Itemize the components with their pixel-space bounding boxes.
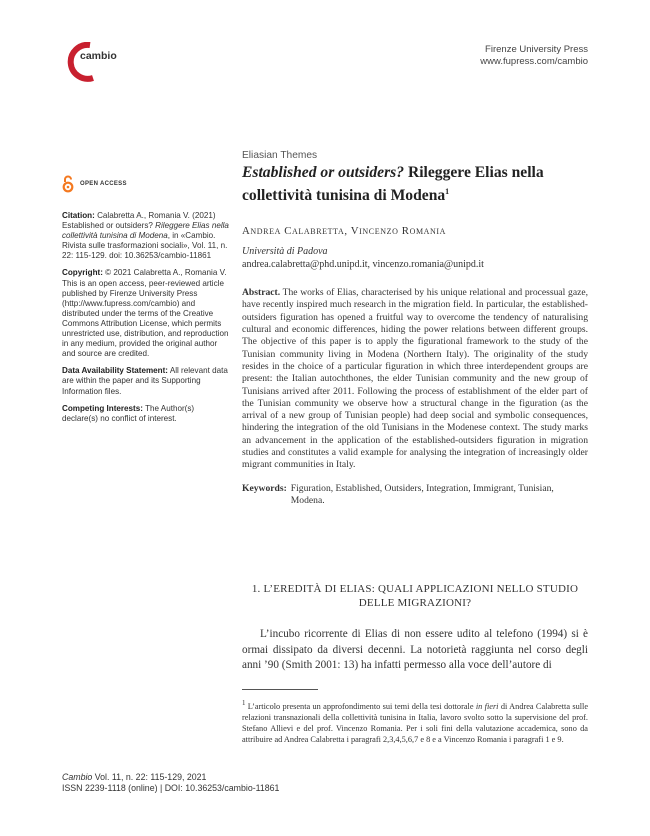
section-heading xyxy=(242,582,588,610)
footnote-text-1: L’articolo presenta un approfondimento sui temi della tesi dottorale xyxy=(247,701,474,711)
title-rest: Rileggere Elias nella collettività tunisina di Modena xyxy=(242,164,544,205)
section-heading-line-2: DELLE MIGRAZIONI? xyxy=(358,597,472,609)
keywords xyxy=(242,483,588,508)
section-heading-line-1: 1. L’EREDITÀ DI ELIAS: QUALI APPLICAZIONI NELLO STUDIO xyxy=(251,583,579,595)
title-italic-part: Established or outsiders? xyxy=(242,164,405,181)
abstract xyxy=(242,287,588,471)
affiliation-block xyxy=(242,246,588,271)
abstract-label: Abstract. xyxy=(242,287,281,299)
title-footnote-mark[interactable]: 1 xyxy=(445,187,450,196)
affiliation: Università di Padova xyxy=(242,246,328,258)
open-access-icon xyxy=(62,175,74,193)
section-label: Eliasian Themes xyxy=(242,150,318,161)
footnote-divider xyxy=(242,689,318,690)
keywords-text: Figuration, Established, Outsiders, Integration, Immigrant, Tunisian, Modena. xyxy=(290,482,554,506)
copyright-block xyxy=(62,268,230,359)
author-emails[interactable]: andrea.calabretta@phd.unipd.it, vincenzo.romania@unipd.it xyxy=(242,258,484,270)
citation-text-2: , in «Cambio. Rivista sulle trasformazioni sociali», Vol. 11, n. 22: 115-129. doi: 10.36253/cambio-11861 xyxy=(62,231,228,261)
keywords-label: Keywords: xyxy=(242,482,287,494)
page-footer xyxy=(62,772,279,794)
citation-block xyxy=(62,211,230,261)
open-access-badge xyxy=(62,175,230,193)
authors: Andrea Calabretta, Vincenzo Romania xyxy=(242,225,447,238)
data-availability-text: All relevant data are within the paper and its Supporting Information files. xyxy=(62,366,228,396)
open-access-label: OPEN ACCESS xyxy=(80,180,127,187)
footer-volume: Vol. 11, n. 22: 115-129, 2021 xyxy=(92,772,207,782)
publisher-block xyxy=(480,44,588,68)
body-paragraph: L’incubo ricorrente di Elias di non essere udito al telefono (1994) si è ormai dissipato da diversi decenni. La notorietà raggiunta nel corso degli anni ’90 (Smith 2001: 13) ha infatti permesso alla voce dell’autore di xyxy=(242,628,588,671)
article-title xyxy=(242,163,588,205)
cambio-logo xyxy=(60,42,120,82)
copyright-label: Copyright: xyxy=(62,268,103,278)
publisher-name: Firenze University Press xyxy=(485,44,588,55)
citation-label: Citation: xyxy=(62,211,95,220)
publisher-url[interactable]: www.fupress.com/cambio xyxy=(480,56,588,67)
citation-text-italic: Rileggere Elias nella collettività tunisina di Modena xyxy=(62,221,229,241)
article-info-sidebar xyxy=(62,175,230,431)
footer-journal: Cambio xyxy=(62,772,93,782)
citation-text-1: Calabretta A., Romania V. (2021) Established or outsiders? xyxy=(62,211,216,231)
footnote-mark: 1 xyxy=(242,700,246,707)
footer-issn-doi: ISSN 2239-1118 (online) | DOI: 10.36253/cambio-11861 xyxy=(62,783,280,793)
competing-interests-text: The Author(s) declare(s) no conflict of interest. xyxy=(62,403,195,423)
abstract-text: The works of Elias, characterised by his unique relational and processual gaze, have recently inspired much research in the migration field. In particular, the established-outsiders figuration has opened a fruitful way to overcome the tendency of naturalising cultural and economic differences, hiding the power relations between different groups. The objective of this paper is to apply the figurational framework to the study of the Tunisian community living in Modena (Northern Italy). The originality of the study resides in the choice of a particular figuration in which three interdependent groups are present: the Italian autochthones, the elder Tunisian community and the new group of Tunisians arrived after 2011. Following the process of establishment of the elder part of the Tunisian community we observe how a structural change in the figuration (as the arrival of a new group of Tunisian people) had deep social and symbolic consequences, hindering the integration of the old Tunisians in the Modenese context. The study marks an advancement in the application of the established-outsiders figuration in migration studies and constitutes a valid example for analysing the integration of increasingly older migrant communities in Italy. xyxy=(242,287,588,471)
data-availability-block xyxy=(62,366,230,396)
competing-interests-label: Competing Interests: xyxy=(62,403,143,413)
footnote-italic: in fieri xyxy=(475,701,499,711)
copyright-text: © 2021 Calabretta A., Romania V. This is an open access, peer-reviewed article published by Firenze University Press (http://www.fupress.com/cambio) and distributed under the terms of the Creative Commons Attribution License, which permits unrestricted use, distribution, and reproduction in any medium, provided the original author and source are credited. xyxy=(62,268,229,359)
logo-text: cambio xyxy=(80,50,117,62)
footnote-text-2: di Andrea Calabretta sulle relazioni transnazionali della collettività tunisina in Italia, lavoro svolto sotto la supervisione del prof. Stefano Allievi e del prof. Vincenzo Romania. Per i soli fini della valutazione accademica, sono da attribuire ad Andrea Calabretta i paragrafi 2,3,4,5,6,7 e 8 e a Vincenzo Romania i paragrafi 1 e 9. xyxy=(242,701,589,744)
main-column xyxy=(242,150,588,507)
competing-interests-block xyxy=(62,404,230,424)
footnote xyxy=(242,698,588,745)
data-availability-label: Data Availability Statement: xyxy=(62,366,168,376)
